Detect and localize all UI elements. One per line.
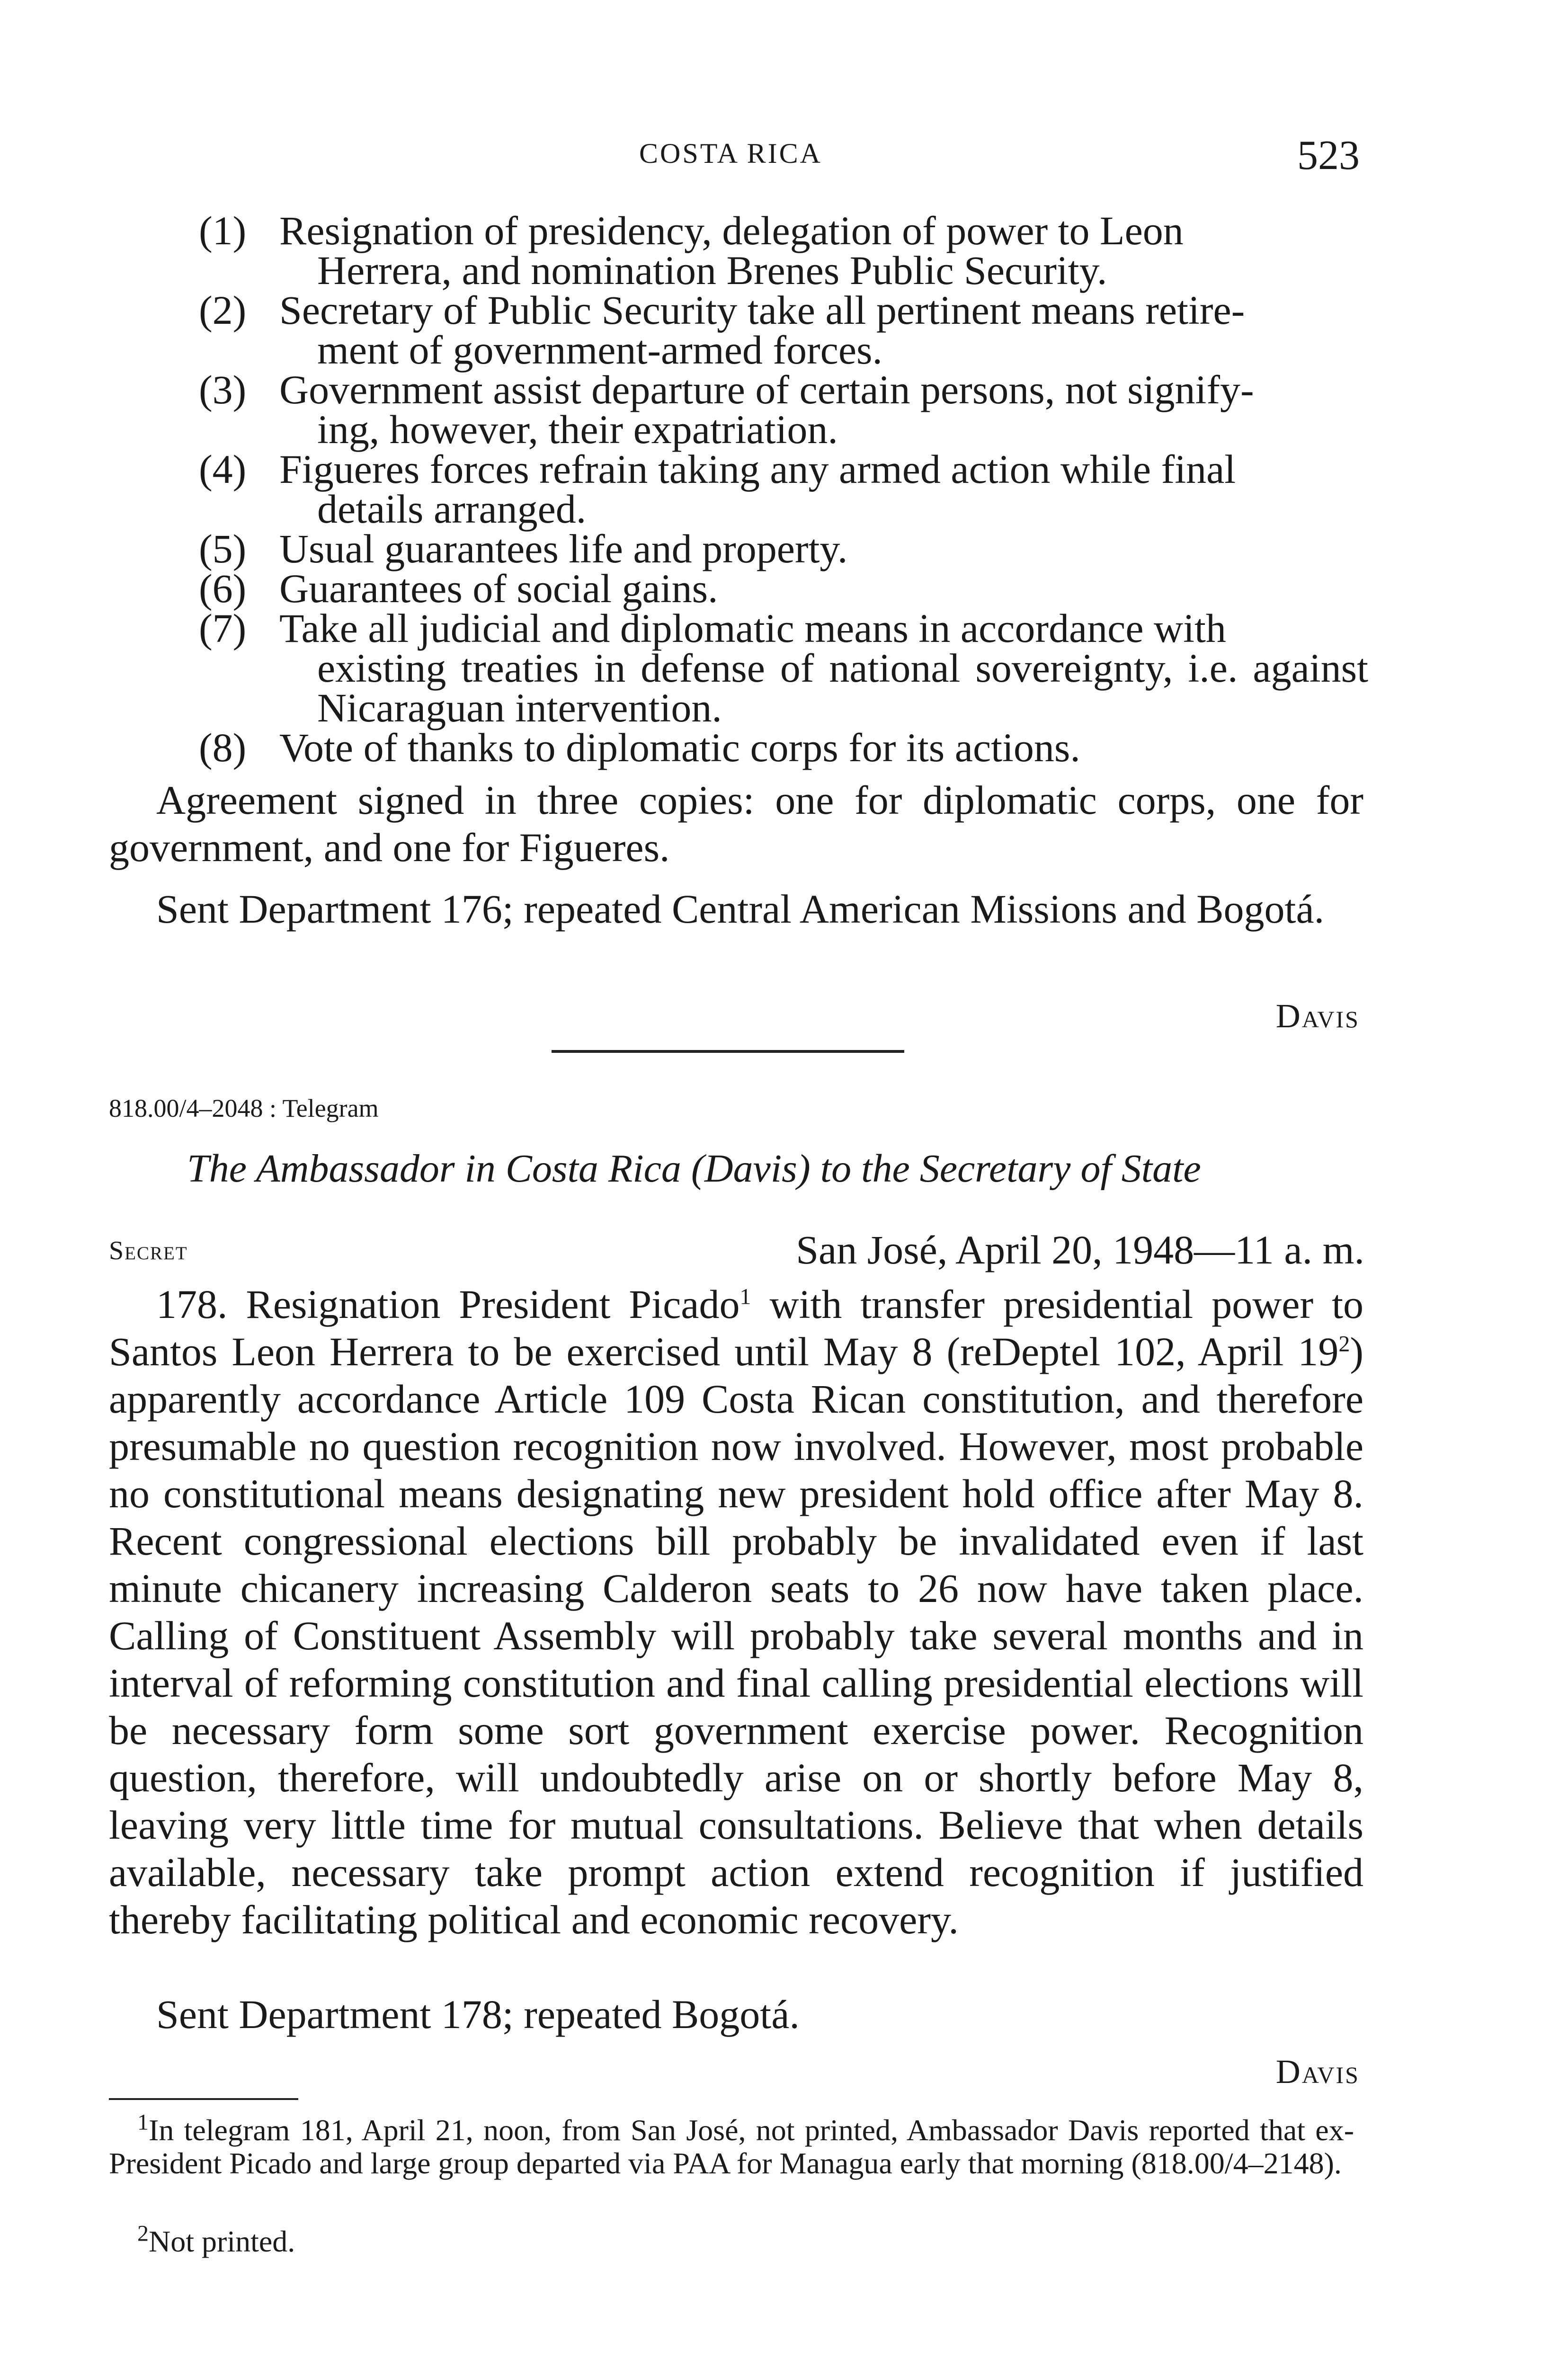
list-item: [199, 287, 1368, 373]
list-item: [199, 605, 1368, 730]
list-item-first-line: Guarantees of social gains.: [279, 566, 718, 611]
list-item-continuation: Herrera, and nomination Brenes Public Security.: [317, 248, 1107, 293]
sent-paragraph-1: Sent Department 176; repeated Central American Missions and Bogotá.: [156, 886, 1325, 932]
sent-paragraph-2: Sent Department 178; repeated Bogotá.: [156, 1992, 800, 2037]
list-item-continuation: ing, however, their expatriation.: [317, 407, 838, 452]
footnote-ref-2[interactable]: 2: [1338, 1331, 1350, 1357]
list-item-text: [279, 287, 1368, 373]
body-text: with transfer presidential power to Santos Leon Herrera to be exercised until May 8 (reDeptel 102, April 19: [109, 1281, 1363, 1374]
telegram-title: The Ambassador in Costa Rica (Davis) to the Secretary of State: [187, 1147, 1201, 1191]
list-item: [199, 526, 1368, 571]
footnote-marker: 1: [137, 2109, 149, 2135]
footnote-ref-1[interactable]: 1: [739, 1284, 751, 1309]
list-item-first-line: Secretary of Public Security take all pertinent means retire-: [279, 287, 1245, 333]
page-number: 523: [1297, 133, 1360, 178]
list-item-number: (3): [199, 367, 247, 412]
list-item-number: (7): [199, 605, 247, 651]
numbered-list: [199, 208, 1368, 770]
list-item-text: [279, 605, 1368, 730]
agreement-paragraph: Agreement signed in three copies: one for diplomatic corps, one for government, and one for Figueres.: [109, 777, 1363, 870]
footnote-2: [109, 2221, 1354, 2258]
list-item-first-line: Vote of thanks to diplomatic corps for its actions.: [279, 725, 1080, 770]
list-item: [199, 566, 1368, 611]
footnote-text: In telegram 181, April 21, noon, from San José, not printed, Ambassador Davis reported that ex-President Picado and large group departed via PAA for Managua early that morning (818.00/4–2148).: [109, 2113, 1354, 2180]
list-item-number: (1): [199, 208, 247, 253]
list-item-first-line: Usual guarantees life and property.: [279, 526, 848, 571]
classification-label: Secret: [109, 1236, 188, 1265]
telegram-body: [109, 1281, 1363, 1943]
list-item-text: [279, 367, 1368, 452]
list-item-number: (8): [199, 725, 247, 770]
footnote-text: Not printed.: [149, 2225, 295, 2258]
list-item: [199, 446, 1368, 532]
list-item-continuation: existing treaties in defense of national sovereignty, i.e. against Nicaraguan intervention.: [317, 645, 1368, 730]
list-item: [199, 367, 1368, 452]
body-text: 178. Resignation President Picado: [156, 1281, 740, 1327]
list-item-first-line: Take all judicial and diplomatic means in accordance with: [279, 605, 1226, 651]
footnote-divider: [109, 2098, 298, 2100]
dateline: San José, April 20, 1948—11 a. m.: [796, 1227, 1364, 1272]
signature-2: Davis: [1275, 2053, 1360, 2091]
list-item-number: (4): [199, 446, 247, 492]
list-item-continuation: details arranged.: [317, 486, 587, 532]
list-item-first-line: Resignation of presidency, delegation of power to Leon: [279, 208, 1184, 253]
footnote-marker: 2: [137, 2221, 149, 2246]
list-item: [199, 725, 1368, 770]
list-item-continuation: ment of government-armed forces.: [317, 327, 882, 373]
footnote-1: [109, 2109, 1354, 2180]
list-item-first-line: Government assist departure of certain persons, not signify-: [279, 367, 1254, 412]
list-item-number: (6): [199, 566, 247, 611]
list-item-text: [279, 208, 1368, 293]
list-item-text: [279, 446, 1368, 532]
section-divider: [552, 1050, 904, 1053]
signature-1: Davis: [1275, 997, 1360, 1035]
list-item-number: (2): [199, 287, 247, 333]
body-text: ) apparently accordance Article 109 Costa Rican constitution, and therefore presumable no question recognition now involved. However, most probable no constitutional means designating new president hold office after May 8. Recent congressional elections bill probably be invalidated even if last minute chicanery increasing Calderon seats to 26 now have taken place. Calling of Constituent Assembly will probably take several months and in interval of reforming constitution and final calling presidential elections will be necessary form some sort government exercise power. Recognition question, therefore, will undoubtedly arise on or shortly before May 8, leaving very little time for mutual consultations. Believe that when details available, necessary take prompt action extend recognition if justified thereby facilitating political and economic recovery.: [109, 1329, 1363, 1942]
list-item-number: (5): [199, 526, 247, 571]
list-item-first-line: Figueres forces refrain taking any armed action while final: [279, 446, 1236, 492]
running-title: COSTA RICA: [639, 138, 822, 169]
list-item: [199, 208, 1368, 293]
file-reference: 818.00/4–2048 : Telegram: [109, 1094, 379, 1122]
